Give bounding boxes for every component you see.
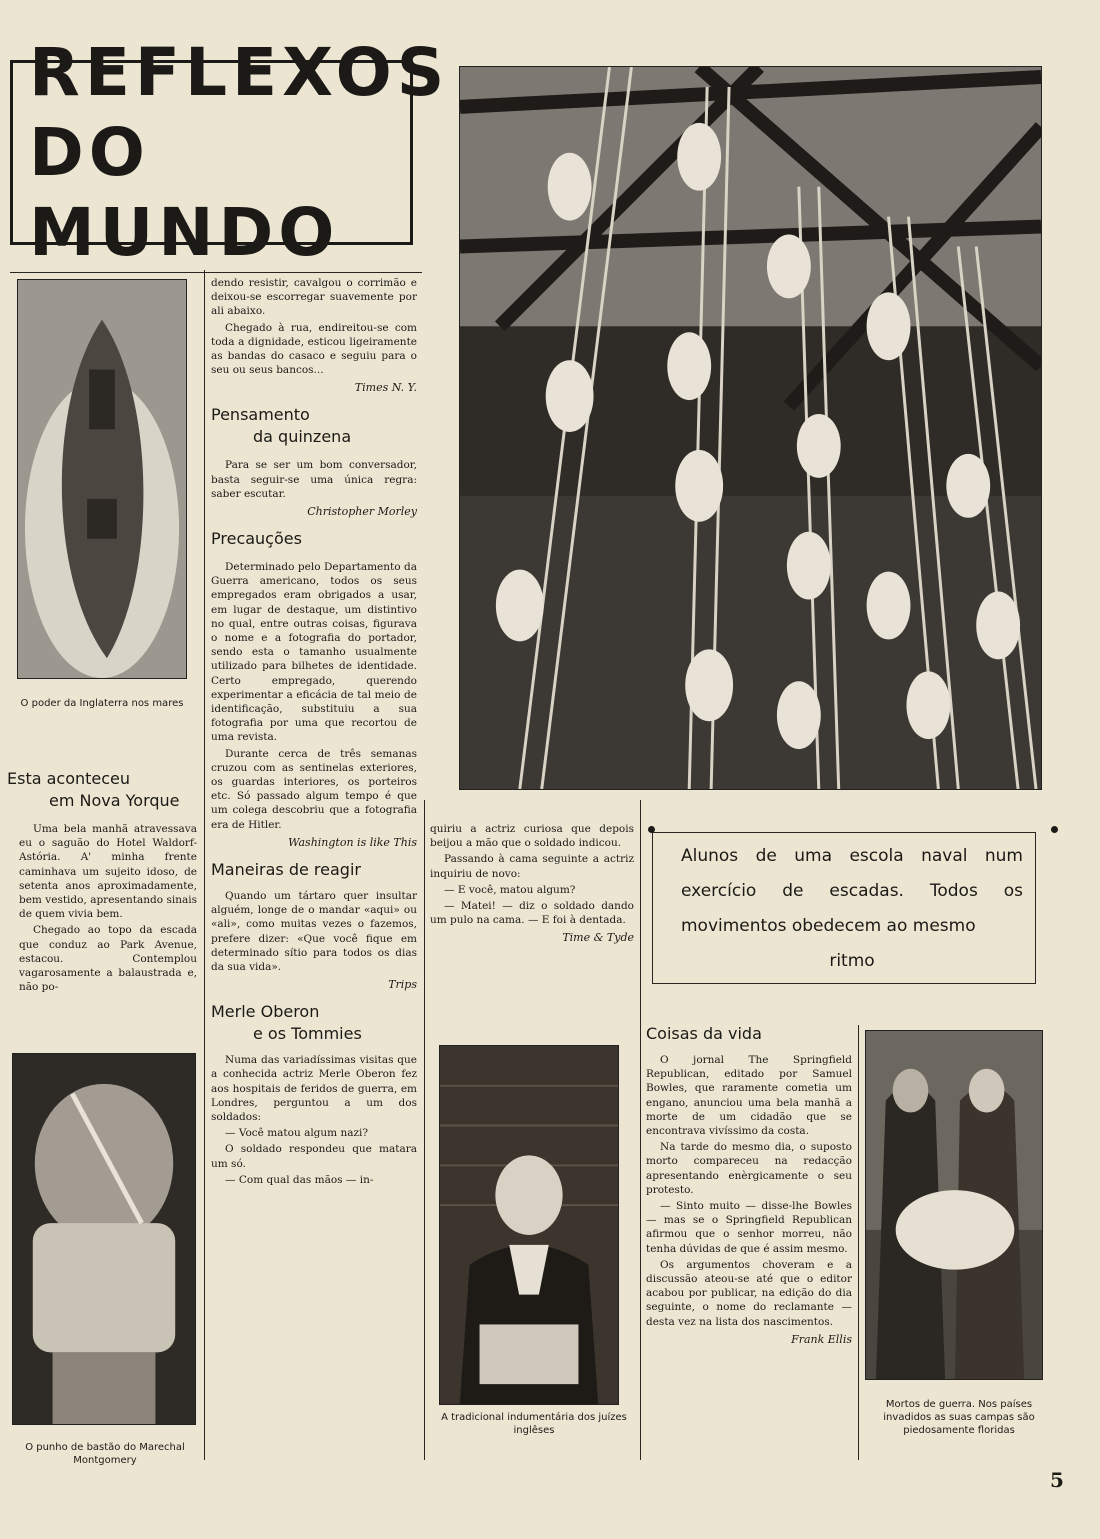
article-body bbox=[211, 1053, 417, 1187]
article-body bbox=[211, 458, 417, 501]
heading-line-2: da quinzena bbox=[253, 427, 352, 447]
article-body bbox=[211, 889, 417, 974]
heading-line-1: Merle Oberon bbox=[211, 1002, 320, 1022]
paragraph: O jornal The Springfield Republican, editado por Samuel Bowles, que raramente cometia um engano, anunciou uma bela manhã a morte de um cidadão que se encontrava vivíssimo da costa. bbox=[646, 1054, 852, 1138]
paragraph: — Matei! — diz o soldado dando um pulo na cama. — E foi à dentada. bbox=[430, 900, 634, 927]
article-source: Christopher Morley bbox=[307, 505, 417, 519]
graves-caption: Mortos de guerra. Nos países invadidos as suas campas são piedosamente floridas bbox=[883, 1399, 1035, 1436]
paragraph: — Você matou algum nazi? bbox=[225, 1127, 369, 1140]
column-2 bbox=[211, 276, 417, 1189]
article-heading: Coisas da vida bbox=[646, 1024, 762, 1043]
paragraph: Numa das variadíssimas visitas que a conhecida actriz Merle Oberon fez aos hospitais de feridos de guerra, em Londres, perguntou a um dos soldados: bbox=[211, 1054, 417, 1123]
article-body bbox=[211, 560, 417, 832]
column-rule bbox=[858, 1025, 859, 1460]
paragraph: Uma bela manhã atravessava eu o saguão do Hotel Waldorf-Astória. A' minha frente caminhava um sujeito idoso, de setenta anos aproximadamente, bem vestido, apresentando sinais de quem vivia bem. bbox=[19, 823, 197, 921]
article-heading bbox=[211, 1001, 417, 1045]
battleship-photo bbox=[17, 279, 187, 679]
section-rule bbox=[10, 272, 422, 273]
heading-line-1: Pensamento bbox=[211, 405, 310, 425]
column-rule bbox=[424, 800, 425, 1460]
paragraph: Durante cerca de três semanas cruzou com as sentinelas exteriores, os guardas interiores, os porteiros etc. Só passado algum tempo é que um colega descobriu que a fotografia era de Hitler. bbox=[211, 747, 417, 831]
page-number: 5 bbox=[1050, 1468, 1064, 1492]
baton-caption: O punho de bastão do Marechal Montgomery bbox=[25, 1442, 185, 1466]
paragraph: — E você, matou algum? bbox=[444, 883, 576, 896]
masthead bbox=[10, 33, 450, 271]
paragraph: dendo resistir, cavalgou o corrimão e deixou-se escorregar suavemente por ali abaixo. bbox=[211, 277, 417, 318]
column-rule bbox=[204, 270, 205, 1460]
paragraph: — Com qual das mãos — in- bbox=[225, 1173, 374, 1186]
battleship-caption: O poder da Inglaterra nos mares bbox=[20, 698, 184, 709]
article-source: Times N. Y. bbox=[354, 381, 417, 395]
masthead-line-1: REFLEXOS bbox=[29, 33, 450, 111]
judge-caption: A tradicional indumentária dos juízes inglêses bbox=[441, 1412, 627, 1436]
bullet-icon bbox=[1051, 826, 1058, 833]
baton-photo bbox=[12, 1053, 196, 1425]
article-continuation bbox=[211, 276, 417, 377]
article-nova-yorque bbox=[7, 768, 197, 996]
article-body bbox=[7, 822, 197, 994]
paragraph: — Sinto muito — disse-lhe Bowles — mas se o Springfield Republican afirmou que o senhor morreu, não tenha dúvidas de que é assim mesmo. bbox=[646, 1200, 852, 1255]
article-source: Trips bbox=[388, 978, 417, 992]
paragraph: Os argumentos choveram e a discussão ateou-se até que o editor acabou por publicar, na edição do dia seguinte, o nome do reclamante — desta vez na lista dos nascimentos. bbox=[646, 1258, 852, 1328]
paragraph: Quando um tártaro quer insultar alguém, longe de o mandar «aqui» ou «ali», como muitas vezes o fazemos, prefere dizer: «Que você fique em determinado sítio para todos os dias da sua vida». bbox=[211, 889, 417, 973]
article-source: Frank Ellis bbox=[791, 1332, 852, 1346]
heading-line-2: e os Tommies bbox=[253, 1024, 362, 1044]
article-heading bbox=[211, 404, 417, 448]
callout-text-last: ritmo bbox=[829, 951, 875, 971]
photo-caption-box bbox=[652, 832, 1036, 984]
article-heading: Precauções bbox=[211, 529, 302, 549]
masthead-line-2: DO MUNDO bbox=[29, 113, 340, 271]
paragraph: Determinado pelo Departamento da Guerra americano, todos os seus empregados eram obrigados a usar, em lugar de destaque, um distintivo no qual, entre outras coisas, figurava o nome e a fotografia do portador, sendo esta o tamanho usualmente utilizado para bilhetes de identidade. Certo empregado, querendo experimentar a eficácia de tal meio de identificação, substituiu a sua fotografia por uma que recortou de uma revista. bbox=[211, 561, 417, 744]
column-rule bbox=[640, 800, 641, 1460]
paragraph: Chegado ao topo da escada que conduz ao Park Avenue, estacou. Contemplou vagarosamente a balaustrada e, não po- bbox=[19, 924, 197, 994]
naval-ladders-photo bbox=[459, 66, 1042, 790]
column-3 bbox=[430, 822, 634, 954]
graves-photo bbox=[865, 1030, 1043, 1380]
paragraph: Para se ser um bom conversador, basta seguir-se uma única regra: saber escutar. bbox=[211, 459, 417, 500]
heading-line-2: em Nova Yorque bbox=[49, 791, 180, 810]
article-body bbox=[646, 1053, 852, 1329]
article-source: Time & Tyde bbox=[562, 931, 634, 945]
callout-text: Alunos de uma escola naval num exercício de escadas. Todos os movimentos obedecem ao mesmo bbox=[681, 846, 1023, 936]
judge-photo bbox=[439, 1045, 619, 1405]
article-heading: Maneiras de reagir bbox=[211, 859, 361, 879]
article-coisas-da-vida bbox=[646, 1023, 852, 1356]
article-heading bbox=[7, 768, 197, 812]
paragraph: O soldado respondeu que matara um só. bbox=[211, 1143, 417, 1170]
heading-line-1: Esta aconteceu bbox=[7, 769, 131, 788]
article-source: Washington is like This bbox=[288, 835, 417, 849]
paragraph: Passando à cama seguinte a actriz inquiriu de novo: bbox=[430, 853, 634, 880]
paragraph: quiriu a actriz curiosa que depois beijou a mão que o soldado indicou. bbox=[430, 823, 634, 850]
paragraph: Na tarde do mesmo dia, o suposto morto compareceu na redacção apresentando enèrgicamente o seu protesto. bbox=[646, 1141, 852, 1196]
paragraph: Chegado à rua, endireitou-se com toda a dignidade, esticou ligeiramente as bandas do casaco e seguiu para o seu ou seus bancos... bbox=[211, 321, 417, 377]
article-continuation bbox=[430, 822, 634, 927]
